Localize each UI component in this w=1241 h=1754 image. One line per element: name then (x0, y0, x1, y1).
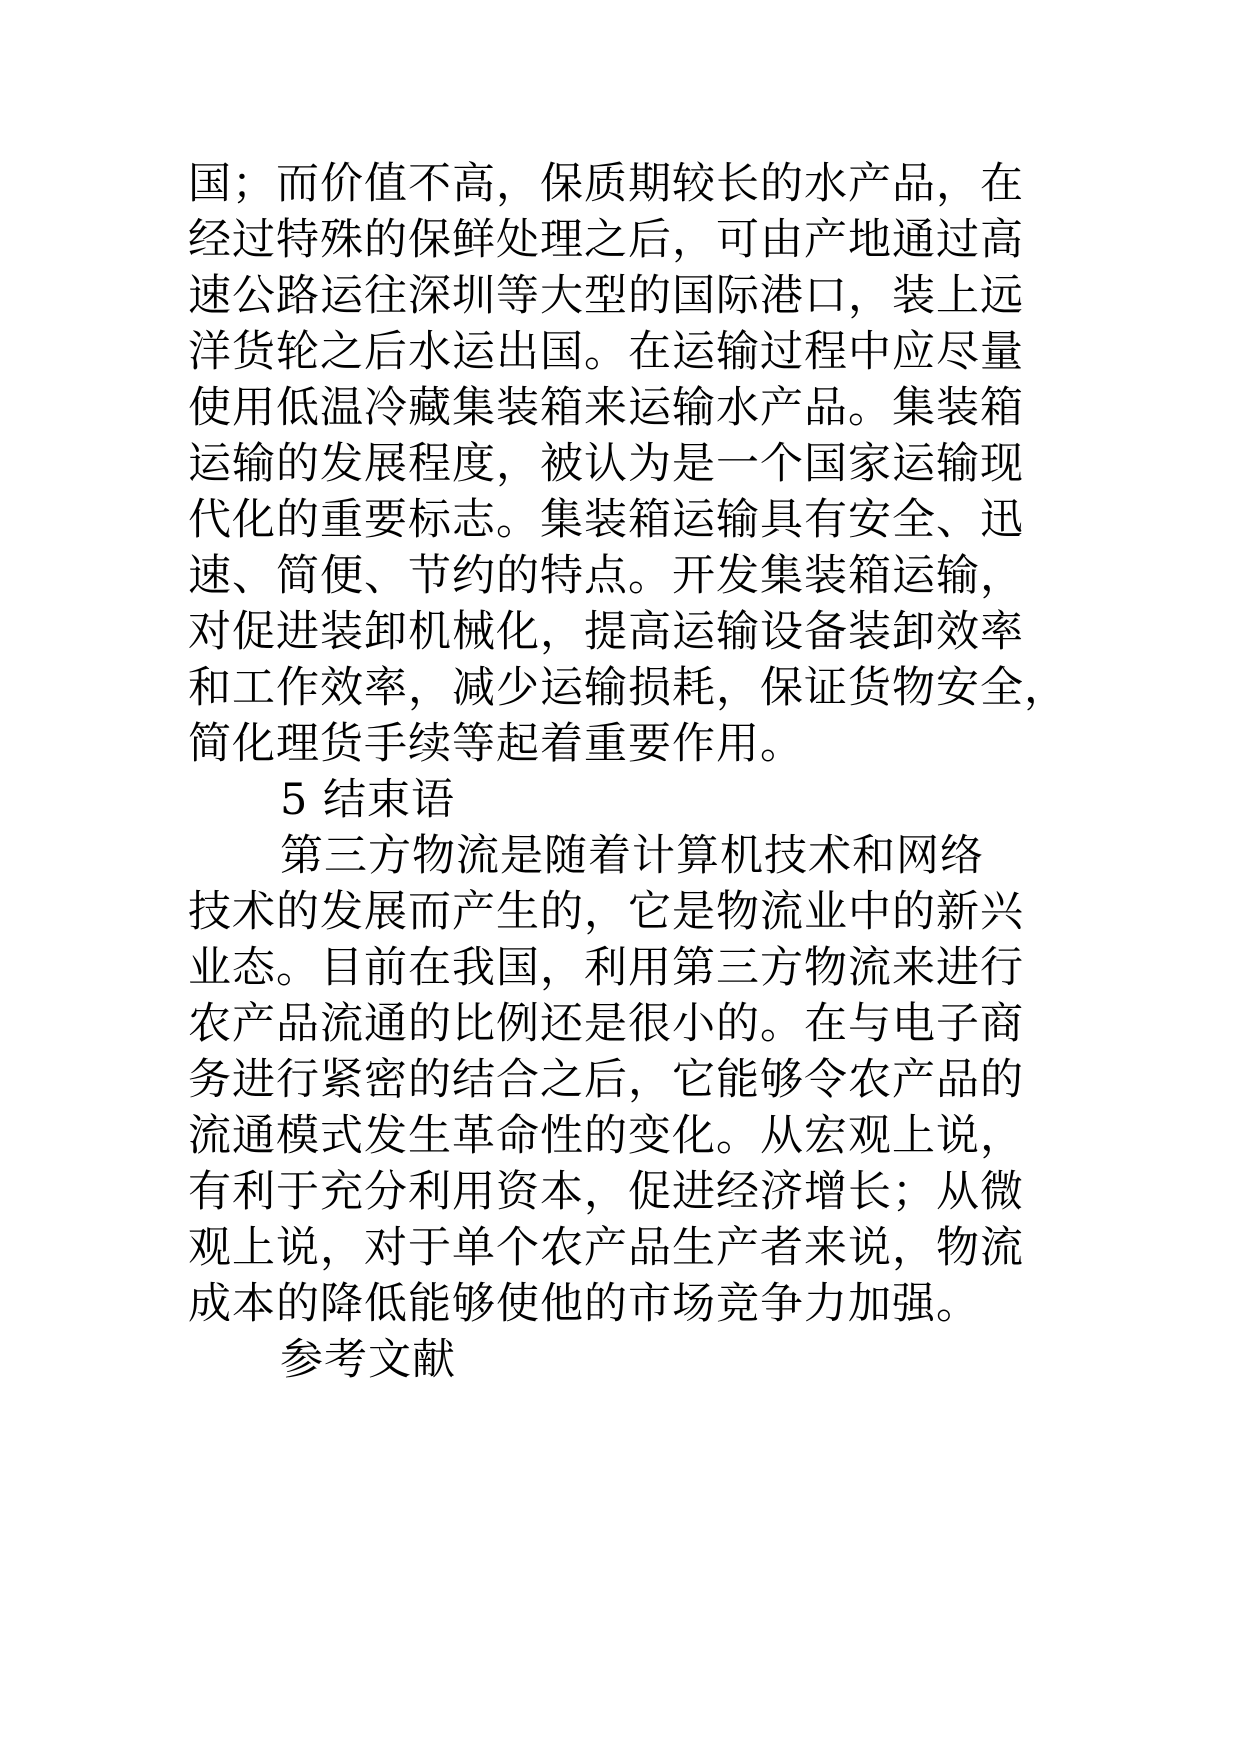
body-text-line: 国；而价值不高，保质期较长的水产品，在 (188, 159, 1024, 209)
references-heading: 参考文献 (280, 1335, 456, 1385)
body-text-line: 有利于充分利用资本，促进经济增长；从微 (188, 1167, 1024, 1217)
body-text-line: 使用低温冷藏集装箱来运输水产品。集装箱 (188, 383, 1024, 433)
section-heading: 5 结束语 (280, 775, 456, 825)
body-text-line: 速、简便、节约的特点。开发集装箱运输， (188, 551, 1024, 601)
body-text-line: 第三方物流是随着计算机技术和网络 (280, 831, 984, 881)
body-text-line: 技术的发展而产生的，它是物流业中的新兴 (188, 887, 1024, 937)
body-text-line: 成本的降低能够使他的市场竞争力加强。 (188, 1279, 980, 1329)
body-text-line: 和工作效率，减少运输损耗，保证货物安全， (188, 663, 1068, 713)
body-text-line: 观上说，对于单个农产品生产者来说，物流 (188, 1223, 1024, 1273)
body-text-line: 洋货轮之后水运出国。在运输过程中应尽量 (188, 327, 1024, 377)
body-text-line: 代化的重要标志。集装箱运输具有安全、迅 (188, 495, 1024, 545)
body-text-line: 农产品流通的比例还是很小的。在与电子商 (188, 999, 1024, 1049)
body-text-line: 务进行紧密的结合之后，它能够令农产品的 (188, 1055, 1024, 1105)
body-text-line: 简化理货手续等起着重要作用。 (188, 719, 804, 769)
body-text-line: 业态。目前在我国，利用第三方物流来进行 (188, 943, 1024, 993)
body-text-line: 运输的发展程度，被认为是一个国家运输现 (188, 439, 1024, 489)
body-text-line: 经过特殊的保鲜处理之后，可由产地通过高 (188, 215, 1024, 265)
body-text-line: 速公路运往深圳等大型的国际港口，装上远 (188, 271, 1024, 321)
body-text-line: 对促进装卸机械化，提高运输设备装卸效率 (188, 607, 1024, 657)
body-text-line: 流通模式发生革命性的变化。从宏观上说， (188, 1111, 1024, 1161)
